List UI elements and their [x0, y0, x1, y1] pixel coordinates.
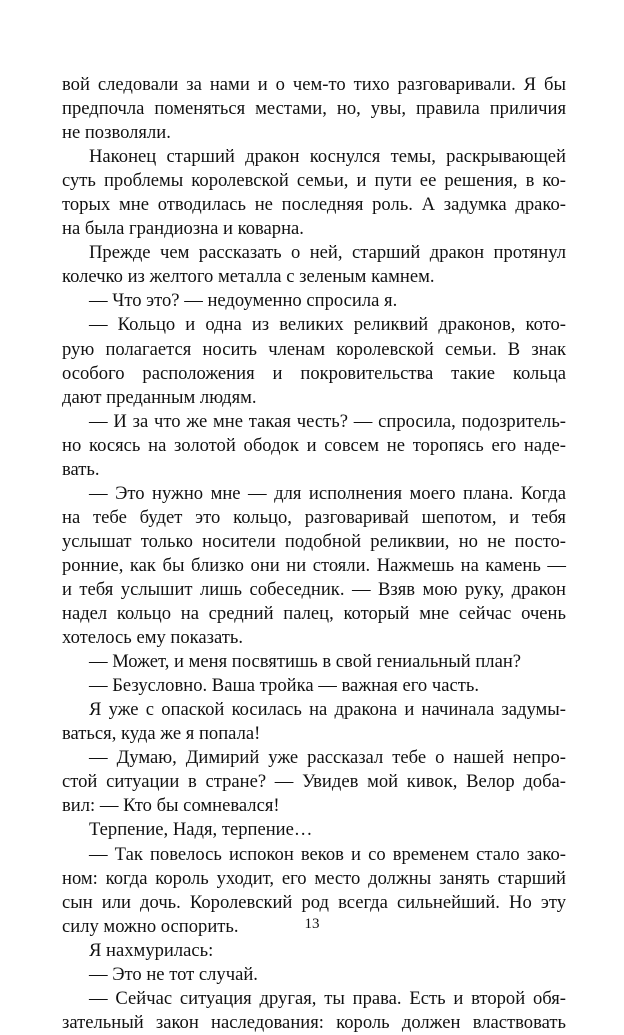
text-line: — Это не тот случай.: [89, 963, 258, 985]
page-body: [62, 73, 566, 1035]
text-line: на тебе будет это кольцо, разговаривай шепотом, и тебя: [62, 506, 566, 528]
text-line: надел кольцо на средний палец, который мне сейчас очень: [62, 603, 566, 625]
text-line: — Думаю, Димирий уже рассказал тебе о нашей непро-: [89, 747, 566, 769]
text-line: — Безусловно. Ваша тройка — важная его часть.: [89, 675, 479, 697]
text-line: и тебя услышит лишь собеседник. — Взяв мою руку, дракон: [62, 578, 566, 600]
text-line: вил: — Кто бы сомневался!: [62, 795, 280, 817]
text-line: вой следовали за нами и о чем-то тихо разговаривали. Я бы: [62, 74, 566, 95]
text-line: ном: когда король уходит, его место должны занять старший: [62, 867, 566, 889]
text-line: — Кольцо и одна из великих реликвий драконов, кото-: [89, 314, 566, 336]
text-line: — Так повелось испокон веков и со временем стало зако-: [89, 843, 566, 865]
text-line: стой ситуации в стране? — Увидев мой кивок, Велор доба-: [62, 771, 566, 793]
text-line: вать.: [62, 458, 100, 480]
page-number: 13: [304, 916, 320, 932]
text-line: — Что это? — недоуменно спросила я.: [89, 290, 398, 312]
text-line: колечко из желтого металла с зеленым камнем.: [62, 266, 435, 288]
text-line: предпочла поменяться местами, но, увы, правила приличия: [62, 98, 566, 120]
text-line: дают преданным людям.: [62, 386, 257, 408]
text-line: — Это нужно мне — для исполнения моего плана. Когда: [89, 482, 566, 504]
text-line: особого расположения и покровительства такие кольца: [62, 362, 566, 384]
text-line: — Сейчас ситуация другая, ты права. Есть и второй обя-: [89, 987, 566, 1009]
text-line: ронние, как бы близко они ни стояли. Нажмешь на камень —: [62, 554, 566, 576]
text-line: Я уже с опаской косилась на дракона и начинала задумы-: [89, 699, 566, 721]
text-line: — И за что же мне такая честь? — спросила, подозритель-: [89, 410, 566, 432]
text-line: не позволяли.: [62, 122, 171, 144]
text-line: ваться, куда же я попала!: [62, 723, 261, 745]
text-line: Я нахмурилась:: [89, 939, 214, 961]
text-line: на была грандиозна и коварна.: [62, 218, 304, 240]
text-line: хотелось ему показать.: [62, 627, 244, 649]
text-line: суть проблемы королевской семьи, и пути ее решения, в ко-: [62, 170, 566, 192]
text-line: Терпение, Надя, терпение…: [89, 819, 313, 841]
text-line: рую полагается носить членам королевской семьи. В знак: [62, 338, 566, 360]
text-line: Прежде чем рассказать о ней, старший дракон протянул: [89, 242, 566, 264]
text-line: Наконец старший дракон коснулся темы, раскрывающей: [89, 146, 566, 168]
text-line: зательный закон наследования: король должен властвовать: [62, 1011, 566, 1033]
text-line: услышат только носители подобной реликвии, но не посто-: [62, 530, 566, 552]
text-line: сын или дочь. Королевский род всегда сильнейший. Но эту: [62, 891, 566, 913]
text-line: — Может, и меня посвятишь в свой гениальный план?: [89, 651, 522, 673]
text-line: но косясь на золотой ободок и совсем не торопясь его наде-: [62, 434, 566, 456]
text-line: торых мне отводилась не последняя роль. А задумка драко-: [62, 194, 566, 216]
text-line: силу можно оспорить.: [62, 915, 239, 937]
